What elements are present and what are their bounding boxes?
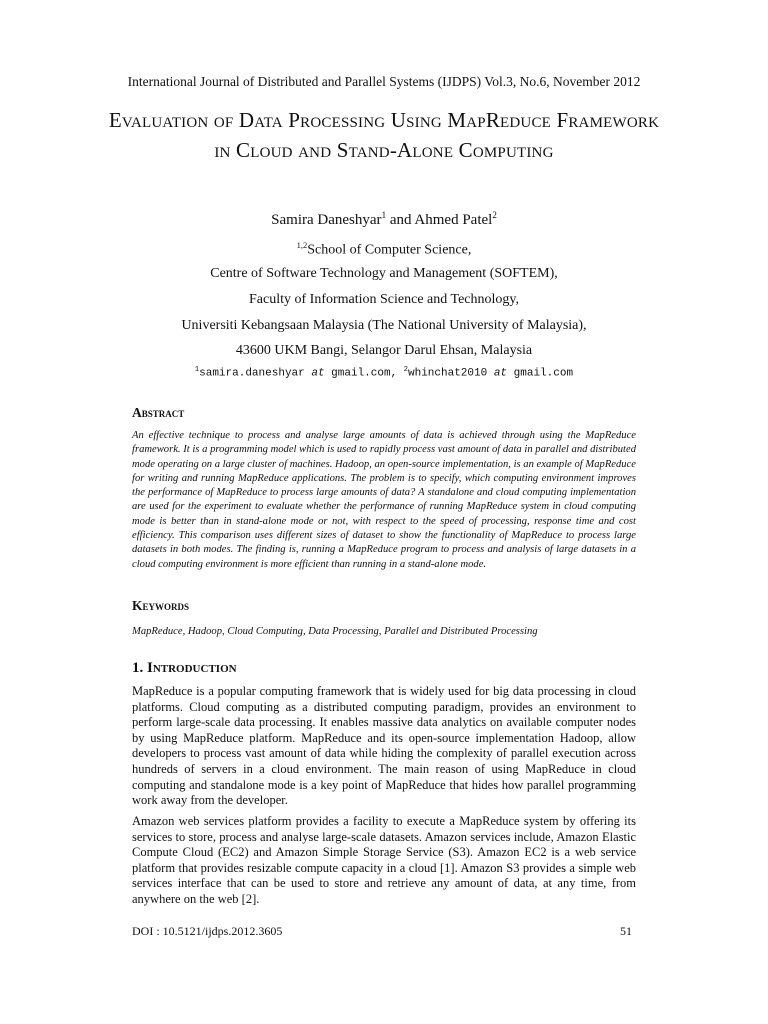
email-superscript: 1 [194,366,200,374]
author-superscript: 1 [381,210,387,220]
affiliation-line: Faculty of Information Science and Technology, [249,292,519,307]
introduction-heading: 1. Introduction [132,660,237,676]
doi-footer: DOI : 10.5121/ijdps.2012.3605 [132,924,283,938]
affiliation-superscript: 1,2 [296,240,308,250]
email-user: samira.daneshyar [199,367,305,380]
abstract-heading: Abstract [132,405,185,420]
journal-header: International Journal of Distributed and Parallel Systems (IJDPS) Vol.3, No.6, November 2012 [127,74,641,89]
author-line [0,210,768,229]
author-emails [0,366,768,380]
email-domain: gmail.com, [331,367,398,380]
abstract-text: An effective technique to process and analyse large amounts of data is achieved through using the MapReduce framework. It is a programming model which is used to rapidly process vast amount of data in parallel and distributed mode operating on a large cluster of machines. Hadoop, an open-source implementation, is an example of MapReduce for writing and running MapReduce applications. The problem is to specify, which computing environment improves the performance of MapReduce to process large amounts of data? A standalone and cloud computing implementation are used for the experiment to evaluate whether the performance of running MapReduce system in cloud computing mode is better than in stand-alone mode or not, with respect to the speed of processing, response time and cost efficiency. This comparison uses different sizes of dataset to show the functionality of MapReduce to process large datasets in both modes. The finding is, running a MapReduce program to process and analysis of large datasets in a cloud computing environment is more efficient than running in a stand-alone mode. [132,430,636,570]
affiliation-line: Universiti Kebangsaan Malaysia (The National University of Malaysia), [181,318,587,333]
email-at: at [493,367,508,380]
affiliation-line: Centre of Software Technology and Management (SOFTEM), [210,266,558,281]
email-domain: gmail.com [513,367,574,380]
keywords-text: MapReduce, Hadoop, Cloud Computing, Data Processing, Parallel and Distributed Processing [132,626,538,637]
affiliation-line [0,240,768,259]
email-user: whinchat2010 [408,367,488,380]
page-number: 51 [620,924,632,938]
author-name: Samira Daneshyar [271,212,382,228]
introduction-paragraph: Amazon web services platform provides a facility to execute a MapReduce system by offering its services to store, process and analyse large-scale datasets. Amazon services include, Amazon Elastic Compute Cloud (EC2) and Amazon Simple Storage Service (S3). Amazon EC2 is a web service platform that provides resizable compute capacity in a cloud [1]. Amazon S3 provides a simple web services interface that can be used to store and retrieve any amount of data, at any time, from anywhere on the web [2]. [132,814,636,906]
email-superscript: 2 [403,366,408,374]
affiliation-text: School of Computer Science, [307,242,472,258]
author-superscript: 2 [492,210,497,220]
introduction-paragraph: MapReduce is a popular computing framework that is widely used for big data processing in cloud platforms. Cloud computing as a distributed computing paradigm, provides an environment to perform large-scale data processing. It enables massive data analytics on available computer nodes by using MapReduce platform. MapReduce and its open-source implementation Hadoop, allow developers to process vast amount of data while hiding the complexity of parallel execution across hundreds of servers in a cloud environment. The main reason of using MapReduce in cloud computing and standalone mode is a key point of MapReduce that hides how parallel programming work away from the developer. [132,684,636,808]
paper-title: Evaluation of Data Processing Using MapReduce Framework in Cloud and Stand-Alone Computing [108,108,660,162]
author-name: Ahmed Patel [414,212,493,228]
email-at: at [311,367,325,380]
author-conjunction: and [386,212,415,228]
keywords-heading: Keywords [132,598,190,613]
affiliation-line: 43600 UKM Bangi, Selangor Darul Ehsan, Malaysia [235,343,533,358]
